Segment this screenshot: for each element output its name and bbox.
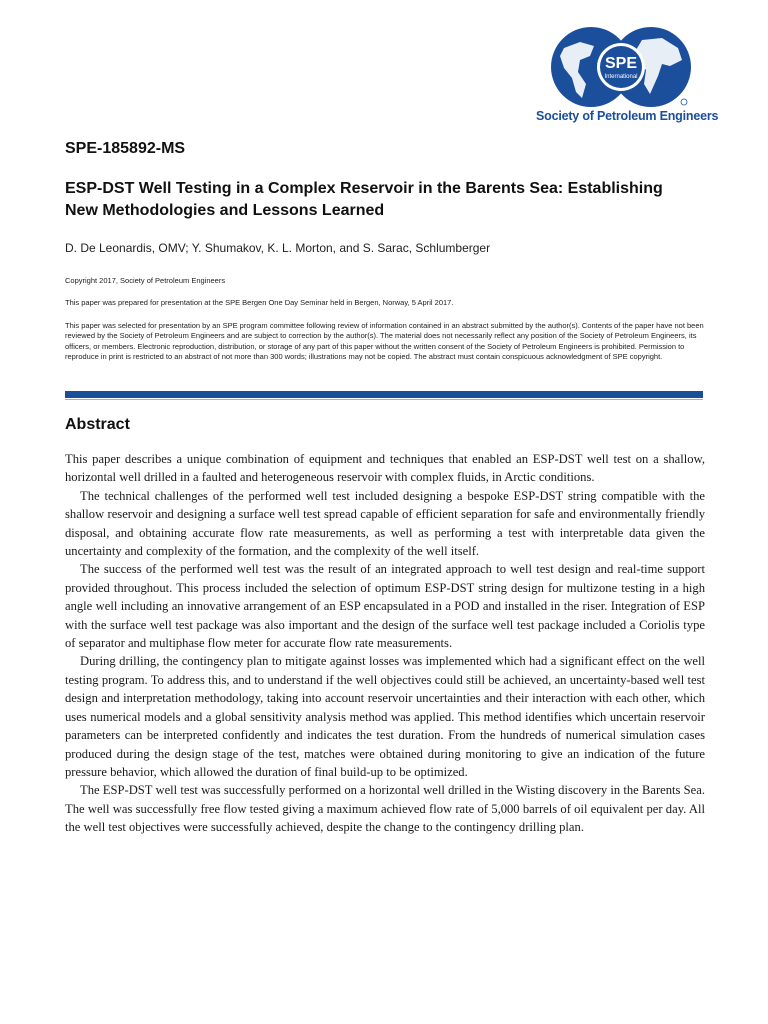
- presentation-notice: This paper was prepared for presentation at the SPE Bergen One Day Seminar held in Bergen, Norway, 5 April 2017.: [65, 298, 454, 307]
- abstract-paragraph: The success of the performed well test was the result of an integrated approach to well test design and real-time support provided throughout. This process included the selection of optimum ESP-DST string design for multizone testing in a high angle well including an innovative arrangement of an ESP encapsulated in a POD and installed in the riser. Integration of ESP with the surface well test package was also important and the design of the surface well test package included a Coriolis type of separator and multiphase flow meter for accurate flow rate measurements.: [65, 562, 705, 651]
- abstract-body: [65, 450, 705, 837]
- paper-id: SPE-185892-MS: [65, 140, 186, 157]
- logo-international-text: International: [604, 74, 638, 80]
- paper-title: ESP-DST Well Testing in a Complex Reservoir in the Barents Sea: Establishing New Methodologies and Lessons Learned: [65, 180, 663, 219]
- abstract-paragraph: The ESP-DST well test was successfully performed on a horizontal well drilled in the Wisting discovery in the Barents Sea. The well was successfully free flow tested giving a maximum achieved flow rate of 5,000 barrels of oil equivalent per day. All the well test objectives were successfully achieved, despite the change to the contingency drilling plan.: [65, 783, 705, 835]
- spe-logo: [536, 26, 719, 126]
- logo-spe-text: SPE: [604, 55, 638, 72]
- abstract-paragraph: The technical challenges of the performed well test included designing a bespoke ESP-DST string compatible with the shallow reservoir and designing a surface well test spread capable of efficient separation for safe and environmentally friendly disposal, and obtaining accurate flow rate measurements, as well as performing a test with interpretable data given the uncertainty and complexity of the formation, and the complexity of the well itself.: [65, 488, 705, 559]
- registered-mark-icon: [681, 99, 687, 105]
- globe-logo-icon: [550, 26, 692, 108]
- org-name: Society of Petroleum Engineers: [536, 109, 719, 123]
- committee-disclaimer: This paper was selected for presentation by an SPE program committee following review of information contained in an abstract submitted by the author(s). Contents of the paper have not been reviewed by the Society of Petroleum Engineers and are subject to correction by the author(s). The material does not necessarily reflect any position of the Society of Petroleum Engineers, its officers, or members. Electronic reproduction, distribution, or storage of any part of this paper without the written consent of the Society of Petroleum Engineers is prohibited. Permission to reproduce in print is restricted to an abstract of not more than 300 words; illustrations may not be copied. The abstract must contain conspicuous acknowledgment of SPE copyright.: [65, 321, 704, 362]
- abstract-paragraph: During drilling, the contingency plan to mitigate against losses was implemented which had a significant effect on the well testing program. To address this, and to understand if the well objectives could still be achieved, an uncertainty-based well test design and interpretation methodology, taking into account reservoir uncertainties and their interaction with each other, which uses numerical models and a global sensitivity analysis method was applied. This method identifies which uncertain reservoir parameters can be interpreted confidently and indicates the test duration. From the hundreds of numerical simulation cases produced during the design stage of the test, matches were obtained during monitoring to give an indication of the future pressure behavior, which allowed the duration of final build-up to be optimized.: [65, 654, 705, 779]
- section-divider: [65, 391, 703, 398]
- paper-authors: D. De Leonardis, OMV; Y. Shumakov, K. L. Morton, and S. Sarac, Schlumberger: [65, 241, 491, 255]
- abstract-paragraph: This paper describes a unique combination of equipment and techniques that enabled an ESP-DST well test on a shallow, horizontal well drilled in a faulted and heterogeneous reservoir with complex fluids, in Arctic conditions.: [65, 452, 705, 485]
- abstract-heading: Abstract: [65, 416, 130, 433]
- copyright-notice: Copyright 2017, Society of Petroleum Engineers: [65, 276, 226, 285]
